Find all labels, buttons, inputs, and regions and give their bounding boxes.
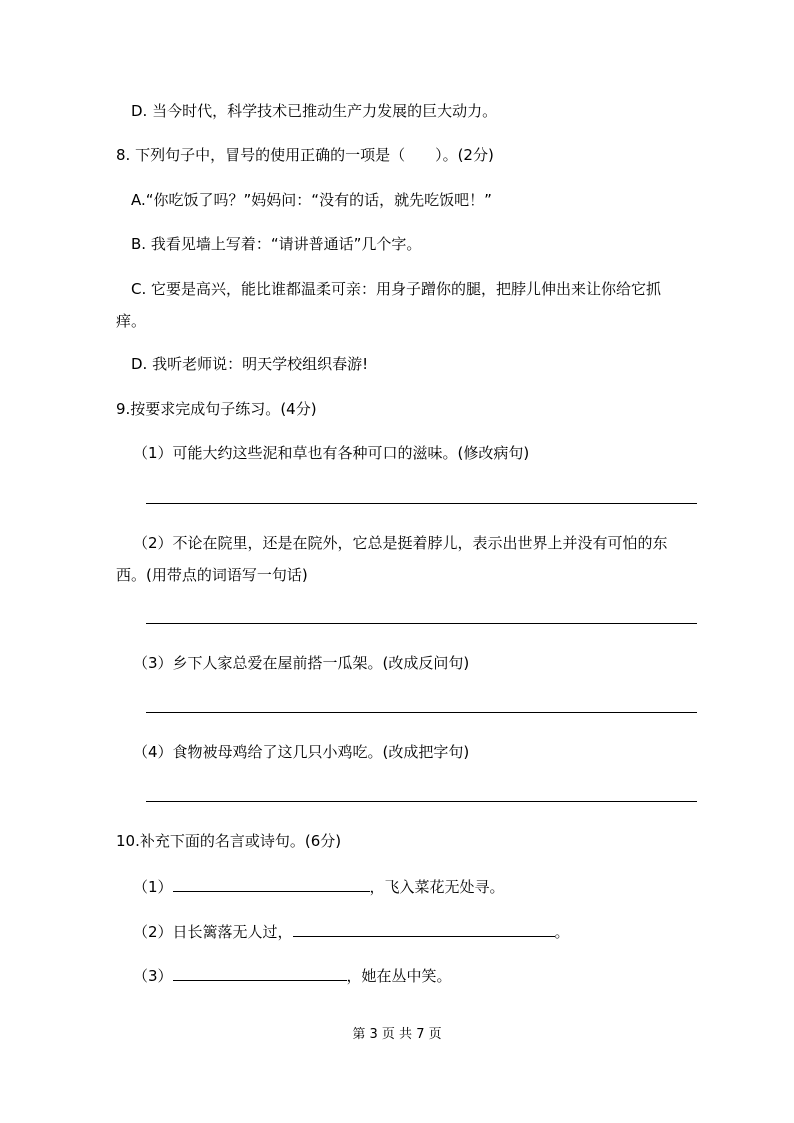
q9-item4: （4）食物被母鸡给了这几只小鸡吃。(改成把字句) (133, 743, 470, 761)
q10-stem: 10.补充下面的名言或诗句。(6分) (116, 832, 342, 850)
q9-item3: （3）乡下人家总爱在屋前搭一瓜架。(改成反问句) (133, 654, 470, 672)
q10-item3 (133, 964, 452, 986)
q8-option-c-line1: C. 它要是高兴，能比谁都温柔可亲：用身子蹭你的腿，把脖儿伸出来让你给它抓 (131, 280, 662, 298)
q10-item1-suffix: ，飞入菜花无处寻。 (369, 878, 505, 896)
q10-item2-prefix: （2）日长篱落无人过， (133, 923, 293, 941)
q8-option-a: A.“你吃饭了吗？”妈妈问：“没有的话，就先吃饭吧！” (131, 191, 492, 209)
q8-option-b: B. 我看见墙上写着：“请讲普通话”几个字。 (131, 235, 422, 253)
q10-item2-blank[interactable] (293, 920, 555, 937)
q10-item3-prefix: （3） (133, 967, 173, 985)
q8-stem: 8. 下列句子中，冒号的使用正确的一项是（ ）。(2分) (116, 146, 494, 164)
q8-option-d: D. 我听老师说：明天学校组织春游! (131, 355, 369, 373)
q10-item1 (133, 875, 505, 897)
q10-item2-suffix: 。 (554, 923, 570, 941)
q7-option-d: D. 当今时代，科学技术已推动生产力发展的巨大动力。 (131, 102, 498, 120)
q9-item4-answer-line[interactable] (146, 801, 697, 802)
q9-item3-answer-line[interactable] (146, 712, 697, 713)
q10-item1-blank[interactable] (173, 875, 370, 892)
q10-item2 (133, 920, 570, 942)
q9-item2-answer-line[interactable] (146, 623, 697, 624)
page-footer: 第 3 页 共 7 页 (352, 1027, 442, 1042)
q10-item1-prefix: （1） (133, 878, 173, 896)
q10-item3-suffix: ，她在丛中笑。 (346, 967, 452, 985)
q9-item1: （1）可能大约这些泥和草也有各种可口的滋味。(修改病句) (133, 444, 530, 462)
q9-item2-line1: （2）不论在院里，还是在院外，它总是挺着脖儿，表示出世界上并没有可怕的东 (133, 534, 668, 552)
q9-item1-answer-line[interactable] (146, 503, 697, 504)
q8-option-c-line2: 痒。 (116, 312, 147, 330)
q9-stem: 9.按要求完成句子练习。(4分) (116, 400, 317, 418)
q9-item2-line2: 西。(用带点的词语写一句话) (116, 566, 308, 584)
q10-item3-blank[interactable] (173, 964, 347, 981)
